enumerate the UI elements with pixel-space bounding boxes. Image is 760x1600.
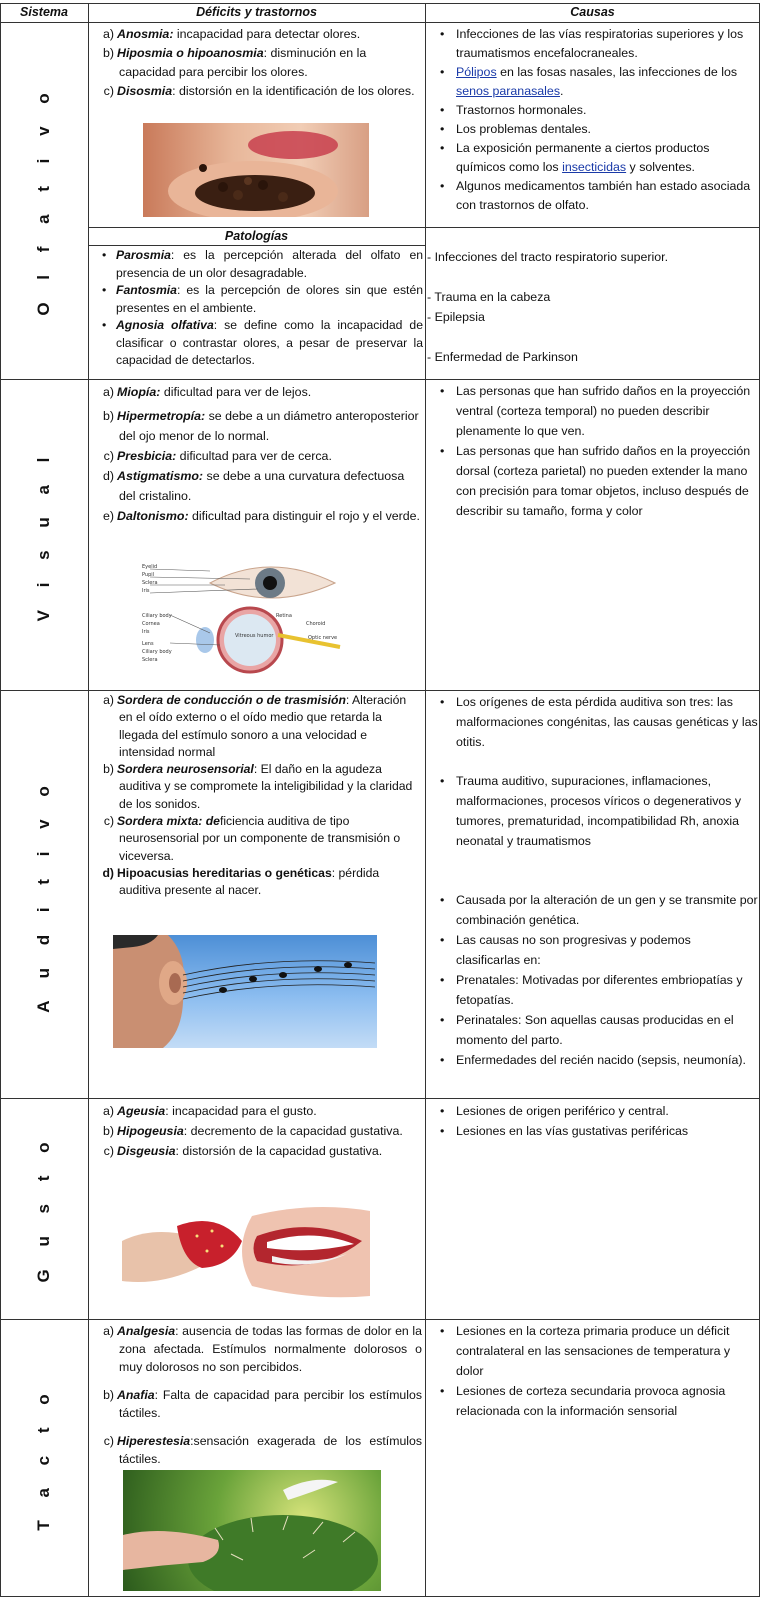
olfativo-deficits — [100, 25, 420, 101]
tacto-deficits — [100, 1322, 422, 1468]
header-sistema: Sistema — [20, 5, 68, 19]
patologia-causes — [427, 248, 757, 367]
grid-line — [0, 3, 1, 1597]
eye-label: Eyelid — [142, 564, 158, 570]
cause-item: • Lesiones en las vías gustativas periféricas — [428, 1121, 758, 1141]
insecticidas-link[interactable]: insecticidas — [562, 160, 627, 174]
cause-item: • Enfermedades del recién nacido (sepsis, neumonía). — [428, 1050, 758, 1070]
grid-line — [0, 3, 760, 4]
taste-image — [122, 1206, 370, 1301]
eye-label: Lens — [142, 641, 154, 647]
touch-cactus-illustration — [123, 1470, 381, 1591]
header-causas: Causas — [570, 5, 615, 19]
visual-causes — [428, 381, 756, 521]
system-name-tacto: T a c t o — [34, 1385, 53, 1531]
eye-label: Pupil — [142, 572, 155, 578]
grid-line — [88, 227, 760, 228]
eye-label: Cornea — [142, 621, 160, 627]
cause-item: • Trastornos hormonales. — [428, 101, 756, 120]
cause-item: • Las personas que han sufrido daños en la proyección dorsal (corteza parietal) no pueden extender la mano con precisión para tomar objetos, incluso después de describir su tamaño, forma y color — [428, 441, 756, 521]
cause-item: • Causada por la alteración de un gen y se transmite por combinación genética. — [428, 890, 758, 930]
auditivo-deficits — [100, 692, 422, 900]
system-name-gusto: G u s t o — [34, 1133, 53, 1283]
deficit-item: d) Astigmatismo: se debe a una curvatura defectuosa del cristalino. — [102, 469, 405, 503]
cause-item: • La exposición permanente a ciertos productos químicos como los insecticidas y solventes. — [428, 139, 756, 177]
eye-anatomy-illustration — [140, 555, 350, 675]
deficit-item: a) Analgesia: ausencia de todas las formas de dolor en la zona afectada. Estímulos normalmente dolorosos o muy dolorosos no son percibidos. — [103, 1324, 422, 1374]
deficit-item: c) Sordera mixta: deficiencia auditiva de tipo neurosensorial por un componente de transmisión o viceversa. — [103, 814, 401, 863]
eye-label: Vitreous humor — [235, 633, 274, 639]
eye-label: Ciliary body — [142, 649, 172, 655]
deficit-item: b) Hipogeusia: decremento de la capacidad gustativa. — [102, 1124, 403, 1138]
cause-item: • Pólipos en las fosas nasales, las infecciones de los senos paranasales. — [428, 63, 756, 101]
deficit-item: a) Ageusia: incapacidad para el gusto. — [102, 1104, 317, 1118]
grid-line — [425, 3, 426, 1597]
eye-label: Sclera — [142, 580, 158, 586]
eye-label: Optic nerve — [308, 635, 338, 641]
patologia-cause: - Infecciones del tracto respiratorio superior. — [427, 250, 669, 264]
grid-line — [0, 22, 760, 23]
visual-deficits — [100, 382, 420, 526]
deficit-item: a) Anosmia: incapacidad para detectar olores. — [102, 27, 361, 41]
grid-line — [0, 1596, 760, 1597]
eye-label: Iris — [142, 629, 150, 635]
cause-item: • Lesiones de corteza secundaria provoca agnosia relacionada con la información sensorial — [428, 1381, 758, 1421]
header-deficits: Déficits y trastornos — [196, 5, 317, 19]
cause-item: • Algunos medicamentos también han estado asociada con trastornos de olfato. — [428, 177, 756, 215]
eye-label: Iris — [142, 588, 150, 594]
deficit-item: e) Daltonismo: dificultad para distinguir el rojo y el verde. — [102, 509, 421, 523]
deficit-item: c) Disgeusia: distorsión de la capacidad gustativa. — [103, 1144, 383, 1158]
patologia-item: • Fantosmia: es la percepción de olores sin que estén presentes en el ambiente. — [90, 282, 423, 317]
ear-music-illustration — [113, 935, 377, 1048]
system-name-olfativo: O l f a t i v o — [34, 84, 53, 316]
cause-item: • Las personas que han sufrido daños en la proyección ventral (corteza temporal) no pueden describir plenamente lo que ven. — [428, 381, 756, 441]
gusto-deficits — [100, 1101, 420, 1161]
smell-coffee-illustration — [143, 123, 369, 217]
system-name-visual: V i s u a l — [34, 448, 53, 622]
polipos-link[interactable]: Pólipos — [456, 65, 497, 79]
grid-line — [0, 1098, 760, 1099]
deficit-item: b) Anafia: Falta de capacidad para percibir los estímulos táctiles. — [103, 1388, 422, 1420]
cause-item: • Trauma auditivo, supuraciones, inflamaciones, malformaciones, procesos víricos o degenerativos y tumores, prematuridad, incompatibilidad Rh, anoxia neonatal y traumatismos — [428, 771, 758, 851]
grid-line — [0, 690, 760, 691]
deficit-item: b) Hiposmia o hipoanosmia: disminución en la capacidad para percibir los olores. — [102, 46, 367, 79]
patologia-cause: - Enfermedad de Parkinson — [427, 350, 578, 364]
gusto-causes — [428, 1101, 758, 1141]
deficit-item: c) Hiperestesia:sensación exagerada de los estímulos táctiles. — [103, 1434, 422, 1466]
auditivo-causes — [428, 692, 758, 1070]
cause-item: • Los orígenes de esta pérdida auditiva son tres: las malformaciones congénitas, las causas genéticas y las otitis. — [428, 692, 758, 752]
tacto-causes — [428, 1321, 758, 1421]
patologias-list — [90, 247, 423, 370]
patologia-cause: - Epilepsia — [427, 310, 485, 324]
deficit-item: b) Hipermetropía: se debe a un diámetro anteroposterior del ojo menor de lo normal. — [102, 409, 419, 443]
deficit-item: a) Sordera de conducción o de trasmisión: Alteración en el oído externo o el oído medio que retarda la llegada del estímulo sonoro a una velocidad e intensidad normal — [103, 693, 407, 759]
patologia-item: • Parosmia: es la percepción alterada del olfato en presencia de un olor desagradable. — [90, 247, 423, 282]
eye-anatomy-image — [140, 555, 350, 675]
eye-label: Retina — [276, 613, 292, 619]
cause-item: • Lesiones de origen periférico y central. — [428, 1101, 758, 1121]
senos-paranasales-link[interactable]: senos paranasales — [456, 84, 561, 98]
patologias-title: Patologías — [224, 229, 289, 243]
eye-label: Ciliary body — [142, 613, 172, 619]
deficit-item: c) Presbicia: dificultad para ver de cerca. — [103, 449, 332, 463]
ear-music-image — [113, 935, 377, 1048]
cause-item: • Lesiones en la corteza primaria produce un déficit contralateral en las sensaciones de temperatura y dolor — [428, 1321, 758, 1381]
smell-coffee-image — [143, 123, 369, 217]
patologia-item: • Agnosia olfativa: se define como la incapacidad de clasificar o contrastar olores, a pesar de preservar la capacidad de detectarlos. — [90, 317, 423, 370]
grid-line — [0, 1319, 760, 1320]
deficit-item: d) Hipoacusias hereditarias o genéticas: pérdida auditiva presente al nacer. — [102, 865, 380, 898]
deficit-item: a) Miopía: dificultad para ver de lejos. — [102, 385, 312, 399]
cause-item: • Los problemas dentales. — [428, 120, 756, 139]
patologia-cause: - Trauma en la cabeza — [427, 290, 551, 304]
cause-item: • Las causas no son progresivas y podemos clasificarlas en: — [428, 930, 758, 970]
touch-cactus-image — [123, 1470, 381, 1591]
deficit-item: c) Disosmia: distorsión en la identificación de los olores. — [103, 84, 415, 98]
eye-label: Sclera — [142, 657, 158, 663]
grid-line — [0, 379, 760, 380]
deficit-item: b) Sordera neurosensorial: El daño en la agudeza auditiva y se compromete la inteligibilidad y la claridad de los sonidos. — [103, 762, 413, 811]
olfativo-causes — [428, 25, 756, 215]
taste-illustration — [122, 1206, 370, 1301]
cause-item: • Perinatales: Son aquellas causas producidas en el momento del parto. — [428, 1010, 758, 1050]
cause-item: • Infecciones de las vías respiratorias superiores y los traumatismos encefalocraneales. — [428, 25, 756, 63]
eye-label: Choroid — [306, 621, 326, 627]
system-name-auditivo: A u d i t i v o — [34, 777, 53, 1013]
grid-line — [88, 245, 425, 246]
cause-item: • Prenatales: Motivadas por diferentes embriopatías y fetopatías. — [428, 970, 758, 1010]
